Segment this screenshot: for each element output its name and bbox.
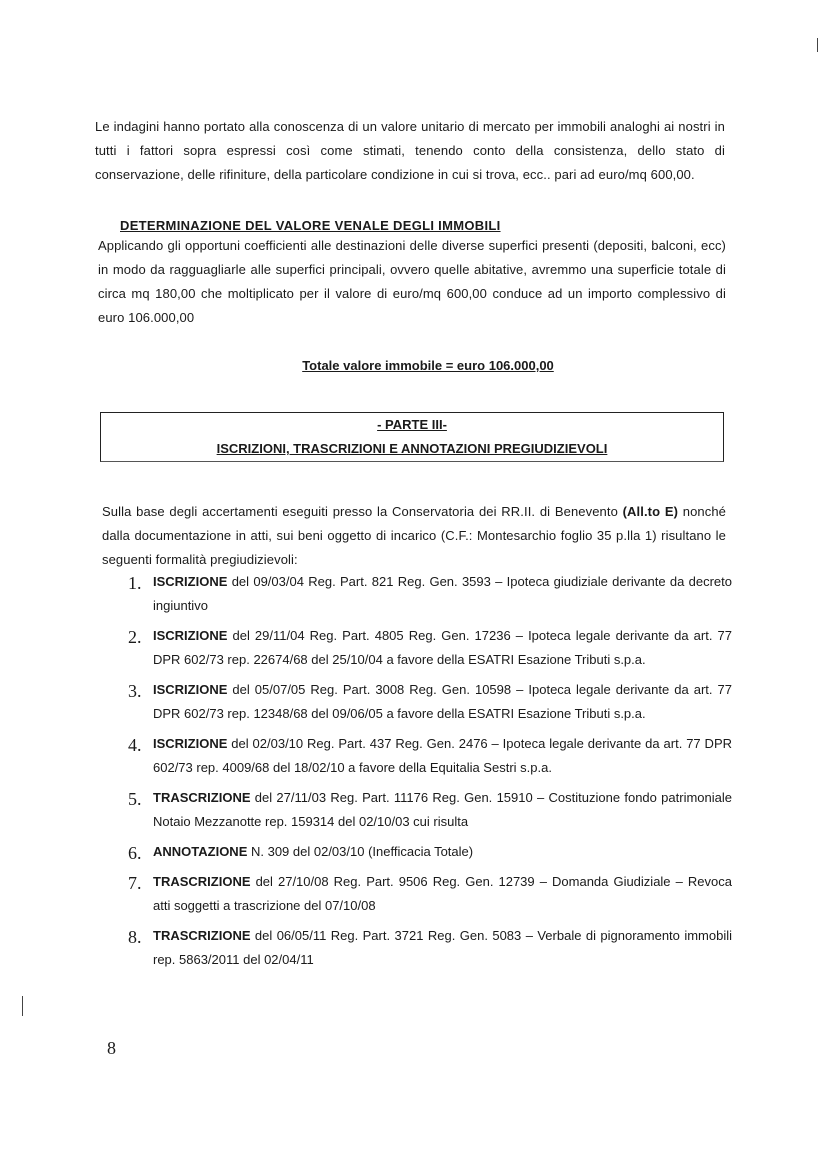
item-text: del 29/11/04 Reg. Part. 4805 Reg. Gen. 17236 – Ipoteca legale derivante da art. 77 DPR 602/73 rep. 22674/68 del 25/10/04 a favore della ESATRI Esazione Tributi s.p.a. [153,628,732,667]
scan-mark [22,996,23,1016]
list-item [128,870,732,918]
item-keyword: ISCRIZIONE [153,574,228,589]
item-number: 2. [128,627,142,647]
item-text: del 02/03/10 Reg. Part. 437 Reg. Gen. 2476 – Ipoteca legale derivante da art. 77 DPR 602/73 rep. 4009/68 del 18/02/10 a favore della Equitalia Sestri s.p.a. [153,736,732,775]
list-item [128,924,732,972]
paragraph-valuation: Applicando gli opportuni coefficienti alle destinazioni delle diverse superfici presenti (depositi, balconi, ecc) in modo da ragguagliarle alle superfici principali, ovvero quelle abitative, avremmo una superficie totale di circa mq 180,00 che moltiplicato per il valore di euro/mq 600,00 conduce ad un importo complessivo di euro 106.000,00 [98,238,726,325]
item-number: 7. [128,873,142,893]
item-number: 4. [128,735,142,755]
list-item [128,570,732,618]
section-box-parte-iii [100,412,724,462]
item-number: 1. [128,573,142,593]
item-keyword: TRASCRIZIONE [153,790,251,805]
section-title: - PARTE III- [377,417,447,432]
item-text: del 27/10/08 Reg. Part. 9506 Reg. Gen. 12739 – Domanda Giudiziale – Revoca atti soggetti a trascrizione del 07/10/08 [153,874,732,913]
item-keyword: ISCRIZIONE [153,628,228,643]
item-text: del 05/07/05 Reg. Part. 3008 Reg. Gen. 10598 – Ipoteca legale derivante da art. 77 DPR 602/73 rep. 12348/68 del 09/06/05 a favore della ESATRI Esazione Tributi s.p.a. [153,682,732,721]
list-item [128,624,732,672]
item-number: 5. [128,789,142,809]
section-subtitle: ISCRIZIONI, TRASCRIZIONI E ANNOTAZIONI PREGIUDIZIEVOLI [216,441,608,456]
item-text: del 27/11/03 Reg. Part. 11176 Reg. Gen. 15910 – Costituzione fondo patrimoniale Notaio Mezzanotte rep. 159314 del 02/10/03 cui risulta [153,790,732,829]
total-value-line: Totale valore immobile = euro 106.000,00 [302,358,554,373]
formalities-list [128,570,732,978]
list-item [128,786,732,834]
list-item [128,678,732,726]
paragraph-conservatoria-text-b: nonché dalla documentazione in atti, sui beni oggetto di incarico (C.F.: Montesarchio foglio 35 p.lla 1) risultano le seguenti formalità pregiudizievoli: [102,504,727,567]
item-text: del 06/05/11 Reg. Part. 3721 Reg. Gen. 5083 – Verbale di pignoramento immobili rep. 5863/2011 del 02/04/11 [153,928,732,967]
list-item [128,732,732,780]
item-keyword: TRASCRIZIONE [153,874,251,889]
paragraph-conservatoria-attachment: (All.to E) [622,504,679,519]
list-item [128,840,732,864]
heading-valore-venale: DETERMINAZIONE DEL VALORE VENALE DEGLI IMMOBILI [120,218,501,233]
paragraph-market-value: Le indagini hanno portato alla conoscenza di un valore unitario di mercato per immobili analoghi ai nostri in tutti i fattori sopra espressi così come stimati, tenendo conto della consistenza, dello stato di conservazione, delle rifiniture, della particolare condizione in cui si trova, ecc.. pari ad euro/mq 600,00. [95,119,725,182]
item-keyword: ISCRIZIONE [153,736,228,751]
item-number: 3. [128,681,142,701]
paragraph-conservatoria-text-a: Sulla base degli accertamenti eseguiti presso la Conservatoria dei RR.II. di Benevento [102,504,623,519]
paragraph-conservatoria [102,500,726,572]
item-number: 8. [128,927,142,947]
page-number: 8 [107,1038,116,1058]
item-keyword: ANNOTAZIONE [153,844,248,859]
item-keyword: TRASCRIZIONE [153,928,251,943]
item-text: N. 309 del 02/03/10 (Inefficacia Totale) [247,844,474,859]
item-keyword: ISCRIZIONE [153,682,228,697]
scan-mark [817,38,818,52]
item-number: 6. [128,843,142,863]
item-text: del 09/03/04 Reg. Part. 821 Reg. Gen. 3593 – Ipoteca giudiziale derivante da decreto ingiuntivo [153,574,732,613]
